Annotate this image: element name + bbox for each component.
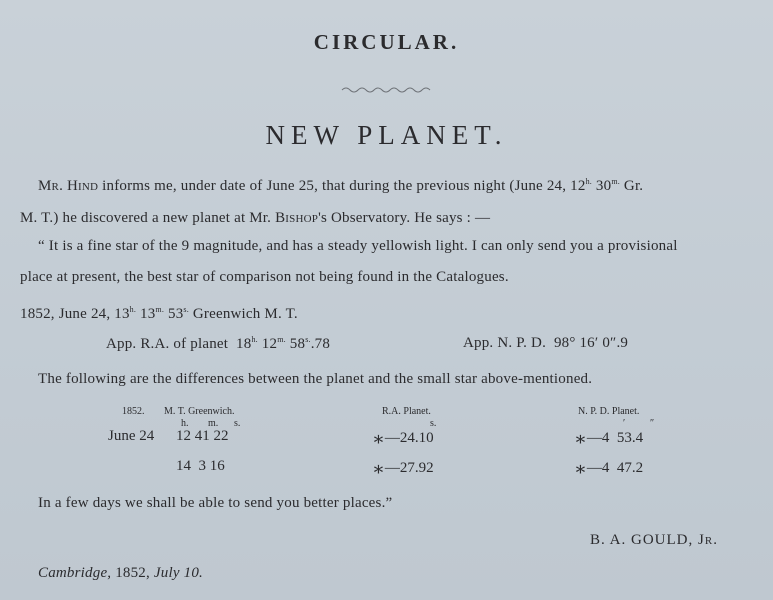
year: 1852,	[115, 565, 150, 581]
col-header-npd: N. P. D. Planet.	[578, 406, 640, 417]
row1-npd-value: —4 53.4	[586, 430, 644, 446]
date: July 10.	[153, 565, 203, 581]
row2-ra-value: —27.92	[384, 460, 434, 476]
circular-heading: CIRCULAR.	[313, 30, 460, 54]
obs-second-unit: s.	[183, 305, 189, 314]
observation-time	[20, 305, 298, 323]
ra-hours: 18	[236, 336, 252, 352]
star-marker: ∗	[372, 459, 385, 480]
row1-date: June 24	[108, 428, 155, 444]
col-header-year: 1852.	[122, 406, 145, 417]
unit-npd-seconds: ″	[650, 418, 655, 429]
obs-date: 1852, June 24, 13	[20, 306, 130, 322]
ra-minute-unit: m.	[277, 335, 286, 344]
row1-time: 12 41 22	[176, 428, 229, 444]
npd-value: 98° 16′ 0″.9	[553, 335, 629, 351]
headline-new-planet: NEW PLANET.	[265, 120, 508, 150]
unit-ra-seconds: s.	[430, 418, 437, 429]
unit-seconds: s.	[234, 418, 241, 429]
unit-minutes: m.	[208, 418, 219, 429]
quote-line-1: “ It is a fine star of the 9 magnitude, and has a steady yellowish light. I can only send you a provisional	[38, 238, 678, 254]
npd-line	[463, 335, 628, 352]
star-marker: ∗	[372, 429, 385, 450]
mr-label: Mr.	[38, 178, 64, 194]
signature	[590, 532, 718, 549]
hour-unit: h.	[585, 177, 592, 186]
obs-hour-unit: h.	[129, 305, 137, 314]
ornament-divider	[340, 84, 432, 94]
ra-second-unit: s.	[305, 335, 311, 344]
intro-line-1	[38, 177, 643, 195]
intro-text-1: informs me, under date of June 25, that during the previous night (June 24, 12	[102, 178, 586, 194]
col-header-ra: R.A. Planet.	[382, 406, 431, 417]
signature-name: B. A. GOULD,	[590, 532, 694, 548]
minute-unit: m.	[611, 177, 620, 186]
row2-ra	[372, 458, 434, 481]
intro-text-2: M. T.) he discovered a new planet at Mr.	[20, 210, 272, 226]
row1-ra-value: —24.10	[384, 430, 434, 446]
ra-minutes: 12	[261, 336, 278, 352]
ra-label: App. R.A. of planet	[106, 336, 229, 352]
gr-abbrev: Gr.	[623, 178, 644, 194]
obs-seconds: 53	[168, 306, 184, 322]
star-marker: ∗	[574, 459, 587, 480]
place: Cambridge,	[38, 565, 112, 581]
closing-line: In a few days we shall be able to send you better places.”	[38, 495, 393, 511]
obs-minutes: 13	[140, 306, 156, 322]
row1-npd	[574, 428, 643, 451]
unit-npd-minutes: ′	[623, 418, 626, 429]
name-hind: Hind	[66, 178, 99, 194]
star-marker: ∗	[574, 429, 587, 450]
ra-seconds: 58	[289, 336, 306, 352]
name-bishop: Bishop	[275, 210, 319, 226]
npd-label: App. N. P. D.	[463, 335, 547, 351]
row2-time: 14 3 16	[176, 458, 225, 474]
col-header-mt: M. T. Greenwich.	[164, 406, 235, 417]
ra-hour-unit: h.	[251, 335, 258, 344]
intro-line-2	[20, 210, 490, 227]
obs-minute-unit: m.	[155, 305, 165, 314]
minutes-value: 30	[595, 178, 612, 194]
row2-npd-value: —4 47.2	[586, 460, 644, 476]
row2-npd	[574, 458, 643, 481]
intro-text-3: 's Observatory. He says : —	[318, 210, 491, 226]
signature-suffix: Jr.	[698, 532, 718, 548]
quote-line-2: place at present, the best star of comparison not being found in the Catalogues.	[20, 269, 509, 285]
obs-suffix: Greenwich M. T.	[192, 306, 298, 322]
place-date	[38, 565, 203, 582]
ra-fraction: .78	[310, 336, 331, 352]
row1-ra	[372, 428, 434, 451]
differences-intro: The following are the differences between the planet and the small star above-mentioned.	[38, 371, 593, 387]
unit-hours: h.	[181, 418, 189, 429]
ra-line	[106, 335, 330, 353]
